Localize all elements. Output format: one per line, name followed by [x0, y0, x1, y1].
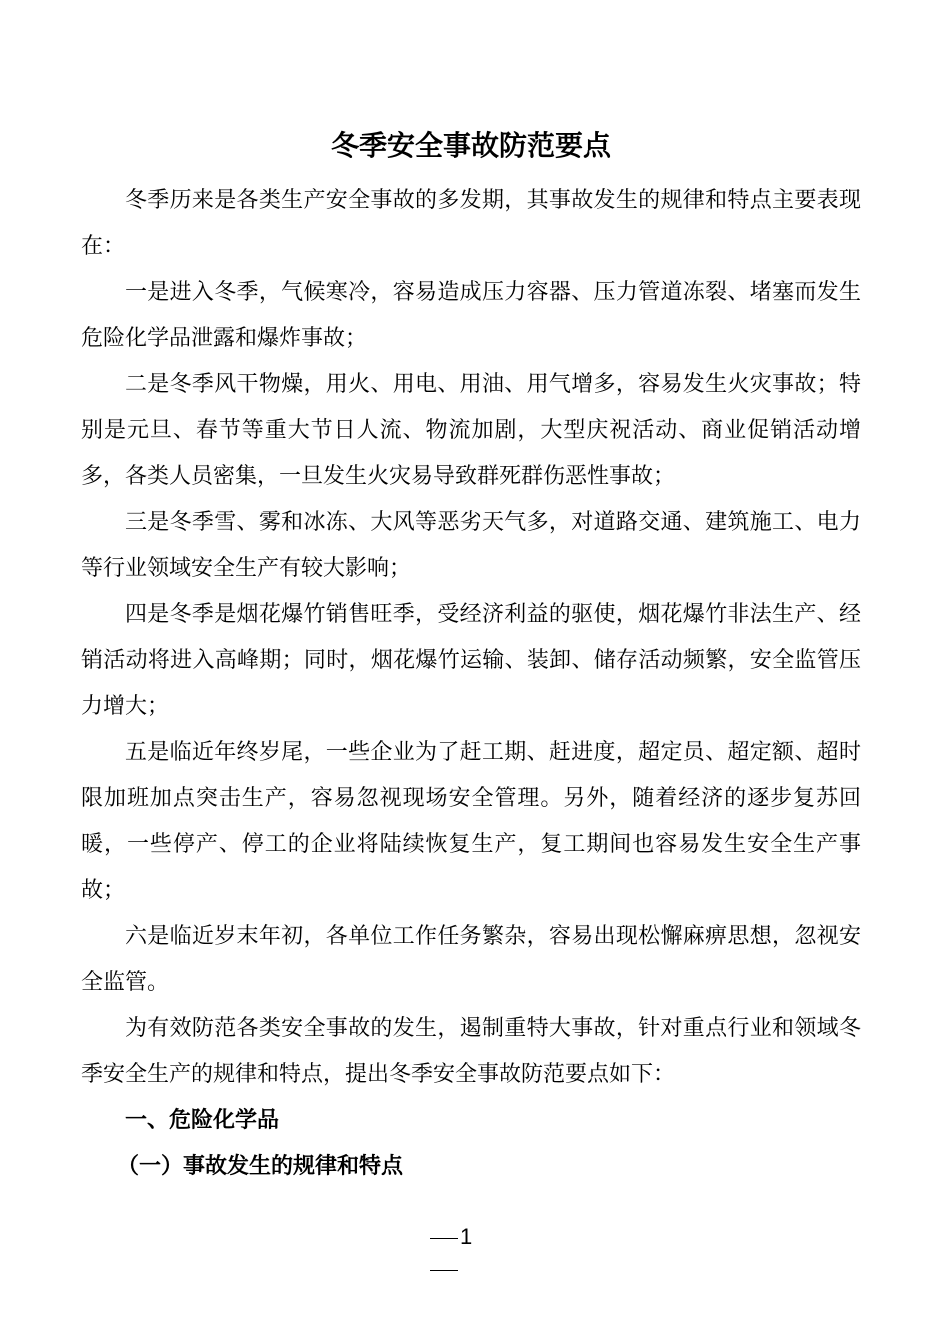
paragraph-point-1: 一是进入冬季，气候寒冷，容易造成压力容器、压力管道冻裂、堵塞而发生危险化学品泄露和爆炸事故； — [81, 280, 861, 351]
paragraph-point-4: 四是冬季是烟花爆竹销售旺季，受经济利益的驱使，烟花爆竹非法生产、经销活动将进入高峰期；同时，烟花爆竹运输、装卸、储存活动频繁，安全监管压力增大； — [81, 602, 861, 719]
page-number: 1 — [460, 1224, 473, 1249]
dash-divider — [430, 1238, 458, 1239]
page-number-trailing-dash — [430, 1254, 510, 1284]
page-number-line — [430, 1222, 510, 1252]
dash-divider — [430, 1270, 458, 1271]
page-footer — [430, 1222, 510, 1284]
subsection-heading: （一）事故发生的规律和特点 — [117, 1154, 404, 1179]
section-heading: 一、危险化学品 — [125, 1108, 280, 1133]
paragraph-point-6: 六是临近岁末年初，各单位工作任务繁杂，容易出现松懈麻痹思想，忽视安全监管。 — [81, 924, 861, 995]
paragraph-summary: 为有效防范各类安全事故的发生，遏制重特大事故，针对重点行业和领域冬季安全生产的规律和特点，提出冬季安全事故防范要点如下： — [81, 1016, 861, 1087]
paragraph-point-5: 五是临近年终岁尾，一些企业为了赶工期、赶进度，超定员、超定额、超时限加班加点突击生产，容易忽视现场安全管理。另外，随着经济的逐步复苏回暖，一些停产、停工的企业将陆续恢复生产，复工期间也容易发生安全生产事故； — [81, 740, 861, 903]
document-body — [81, 124, 861, 1190]
document-title: 冬季安全事故防范要点 — [330, 129, 611, 162]
paragraph-point-2: 二是冬季风干物燥，用火、用电、用油、用气增多，容易发生火灾事故；特别是元旦、春节等重大节日人流、物流加剧，大型庆祝活动、商业促销活动增多，各类人员密集，一旦发生火灾易导致群死群伤恶性事故； — [81, 372, 861, 489]
paragraph-intro: 冬季历来是各类生产安全事故的多发期，其事故发生的规律和特点主要表现在： — [81, 188, 861, 259]
paragraph-point-3: 三是冬季雪、雾和冰冻、大风等恶劣天气多，对道路交通、建筑施工、电力等行业领域安全生产有较大影响； — [81, 510, 861, 581]
